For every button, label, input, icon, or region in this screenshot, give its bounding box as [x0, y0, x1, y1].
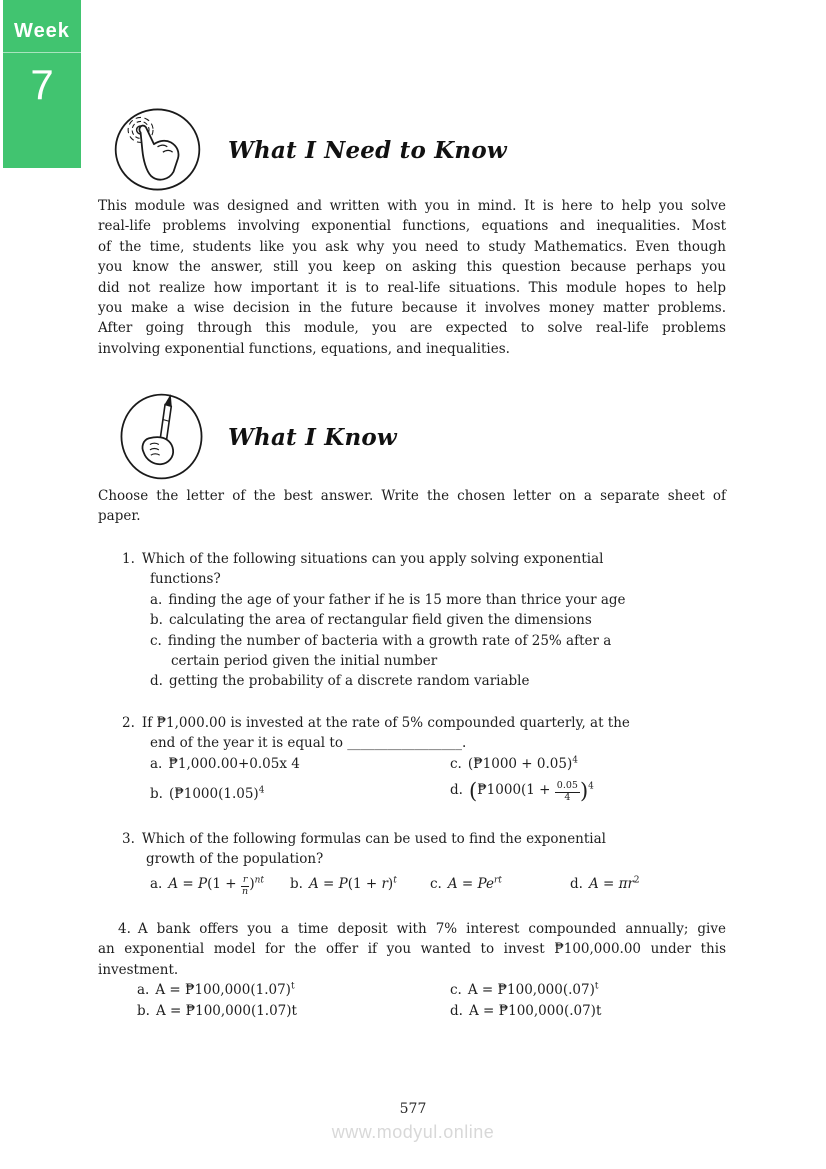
option-label: b. [150, 612, 163, 629]
section-title-what-i-know: What I Know [228, 424, 397, 451]
question-1 [122, 549, 728, 692]
question-stem: an exponential model for the offer if you wanted to invest ₱100,000.00 under this [98, 941, 726, 958]
question-stem: 4. A bank offers you a time deposit with 7% interest compounded annually; give [118, 921, 726, 937]
section-title-what-i-need-to-know: What I Need to Know [228, 137, 507, 164]
option-text: $A = ₱100,000(1.07)^t$ [155, 981, 295, 999]
intro-paragraph [98, 196, 726, 359]
option [122, 590, 728, 610]
option [150, 784, 264, 804]
option-label: a. [137, 982, 150, 999]
option-text: $A = ₱100,000(.07)^t$ [467, 981, 599, 999]
option-label: a. [150, 591, 163, 608]
intro-line: of the time, students like you ask why you need to study Mathematics. Even though [98, 238, 726, 255]
option [150, 754, 300, 774]
option-text: finding the age of your father if he is 15 more than thrice your age [168, 591, 626, 608]
instructions-line: Choose the letter of the best answer. Write the chosen letter on a separate sheet of [98, 488, 726, 504]
question-number: 3. [122, 831, 135, 847]
option [450, 980, 598, 1000]
option-continuation: certain period given the initial number [171, 653, 438, 670]
option-text: finding the number of bacteria with a growth rate of 25% after a [167, 632, 612, 649]
page-number: 577 [399, 1101, 427, 1117]
intro-line: After going through this module, you are expected to solve real-life problems [98, 320, 726, 337]
option-label: c. [450, 982, 462, 999]
touch-press-icon [112, 105, 203, 194]
option-row [98, 980, 726, 1000]
intro-line: real-life problems involving exponential functions, equations and inequalities. Most [98, 218, 726, 235]
option [450, 754, 578, 774]
question-number: 2. [122, 715, 135, 731]
option-text: $A = \pi r^2$ [588, 875, 640, 892]
option-label: b. [150, 785, 163, 802]
option [450, 1001, 601, 1021]
option [122, 610, 728, 630]
option [150, 874, 264, 897]
option-text: A = P(1 + $\frac{r}{n}$ )$^{nt}$ [168, 874, 264, 897]
question-4 [98, 919, 726, 1021]
question-stem: 2. If ₱1,000.00 is invested at the rate of 5% compounded quarterly, at the [122, 715, 630, 731]
option-label: b. [137, 1002, 150, 1019]
option-text: ($₱1000(1.05)^4$ [168, 785, 265, 802]
option [122, 671, 728, 691]
option-label: d. [450, 781, 463, 798]
question-stem: end of the year it is equal to _________________. [150, 735, 467, 752]
question-stem: 1. Which of the following situations can you apply solving exponential [122, 551, 604, 567]
question-stem: investment. [98, 961, 179, 978]
intro-line: you know the answer, still you keep on asking this question because perhaps you [98, 259, 726, 276]
hand-writing-icon [117, 389, 206, 484]
instructions-line: paper. [98, 508, 141, 525]
intro-line: did not realize how important it is to real-life situations. This module hopes to help [98, 279, 726, 296]
option [430, 874, 502, 894]
option-row [122, 870, 728, 900]
option-label: a. [150, 755, 163, 772]
question-stem: growth of the population? [146, 851, 324, 868]
option-text: calculating the area of rectangular field given the dimensions [168, 612, 592, 629]
question-number: 4. [118, 921, 131, 937]
intro-line: This module was designed and written with you in mind. It is here to help you solve [98, 198, 726, 214]
option-text: A = ₱100,000(1.07)t [155, 1002, 297, 1019]
instructions [98, 486, 726, 527]
week-label: Week [3, 0, 81, 53]
option-label: a. [150, 875, 163, 892]
option-text: getting the probability of a discrete random variable [168, 673, 530, 690]
option-label: c. [430, 875, 442, 892]
option [290, 874, 397, 894]
option-text: ₱1,000.00+0.05x 4 [168, 755, 300, 772]
intro-line: involving exponential functions, equations, and inequalities. [98, 340, 510, 357]
option-row [98, 1001, 726, 1021]
option-row [122, 754, 728, 776]
option-text: $A = P(1 + r)^t$ [308, 875, 397, 892]
question-stem: 3. Which of the following formulas can be used to find the exponential [122, 831, 606, 847]
option-text: A = ₱100,000(.07)t [468, 1002, 602, 1019]
option [570, 874, 640, 894]
option-label: d. [150, 673, 163, 690]
week-badge [3, 0, 81, 168]
option-label: b. [290, 875, 303, 892]
option-label: c. [450, 755, 462, 772]
question-number: 1. [122, 551, 135, 567]
option-text: (₱1000(1 + $\frac{0.05}{4}$ )$^4$ [468, 778, 594, 803]
option-text: $A = Pe^{rt}$ [447, 875, 502, 892]
option-row [122, 776, 728, 808]
watermark: www.modyul.online [331, 1122, 495, 1142]
option-label: d. [570, 875, 583, 892]
option-label: c. [150, 632, 162, 649]
option-label: d. [450, 1002, 463, 1019]
question-2 [122, 713, 728, 808]
option [450, 780, 594, 803]
question-3 [122, 829, 728, 900]
option [137, 980, 295, 1000]
week-number: 7 [30, 61, 54, 108]
question-stem: functions? [150, 571, 221, 588]
option [122, 631, 728, 651]
option [137, 1001, 297, 1021]
option-text: (₱1000 + 0.05)$^4$ [467, 755, 578, 772]
intro-line: you make a wise decision in the future because it involves money matter problems. [98, 300, 726, 317]
